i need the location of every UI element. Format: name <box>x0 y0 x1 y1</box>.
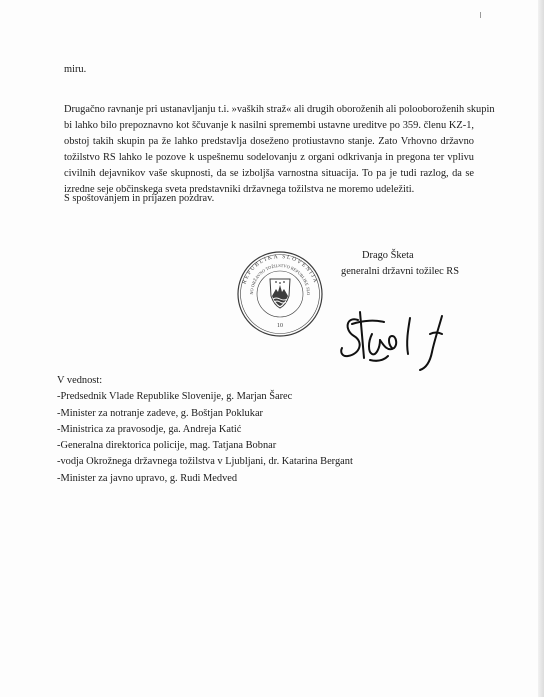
paragraph-line: izredne seje občinskega sveta predstavniki državnega tožilstva ne moremo udeležiti. <box>64 184 415 195</box>
cc-recipient: -vodja Okrožnega državnega tožilstva v Ljubljani, dr. Katarina Bergant <box>57 456 353 468</box>
handwritten-signature <box>338 290 462 374</box>
cc-recipient: -Generalna direktorica policije, mag. Tatjana Bobnar <box>57 440 277 452</box>
signer-name: Drago Šketa <box>362 250 414 261</box>
closing-greeting: S spoštovanjem in prijazen pozdrav. <box>64 193 215 204</box>
cc-recipient: -Minister za notranje zadeve, g. Boštjan Poklukar <box>57 407 264 419</box>
paragraph-line: tožilstvo RS lahko le pozove k uspešnemu sodelovanju z organi odkrivanja in pregona ter vplivu <box>64 152 474 163</box>
opening-fragment: miru. <box>64 64 87 75</box>
paragraph-line: civilnih dejavnikov vaše skupnosti, da se izboljša varnostna situacija. To pa je tudi razlog, da se <box>64 168 474 179</box>
cc-recipient: -Predsednik Vlade Republike Slovenije, g. Marjan Šarec <box>57 391 293 403</box>
cc-list <box>57 373 353 487</box>
paragraph-line: bi lahko bilo prepoznavno kot ščuvanje k nasilni spremembi ustavne ureditve po 359. členu KZ-1, <box>64 120 474 131</box>
cc-heading: V vednost: <box>57 375 103 386</box>
body-paragraph <box>64 102 495 198</box>
cc-recipient: -Minister za javno upravo, g. Rudi Medved <box>57 472 238 484</box>
coat-of-arms-icon <box>270 279 290 308</box>
seal-outer-text: REPUBLIKA SLOVENIJA <box>241 253 319 285</box>
official-seal <box>236 238 324 386</box>
seal-number: 10 <box>277 323 283 329</box>
seal-inner-text: NO DRŽAVNO TOŽILSTVO REPUBLIKE SLO <box>248 262 312 296</box>
scan-mark <box>480 12 481 18</box>
paragraph-line: obstoj takih skupin pa že lahko predstavlja doseženo protiustavno stanje. Zato Vrhovno državno <box>64 136 474 147</box>
page-edge <box>538 0 544 697</box>
cc-recipient: -Ministrica za pravosodje, ga. Andreja Katić <box>57 423 242 435</box>
paragraph-line: Drugačno ravnanje pri ustanavljanju t.i. »vaških straž« ali drugih oboroženih ali polooboroženih skupin <box>64 104 495 115</box>
signer-title: generalni državni tožilec RS <box>341 266 460 277</box>
